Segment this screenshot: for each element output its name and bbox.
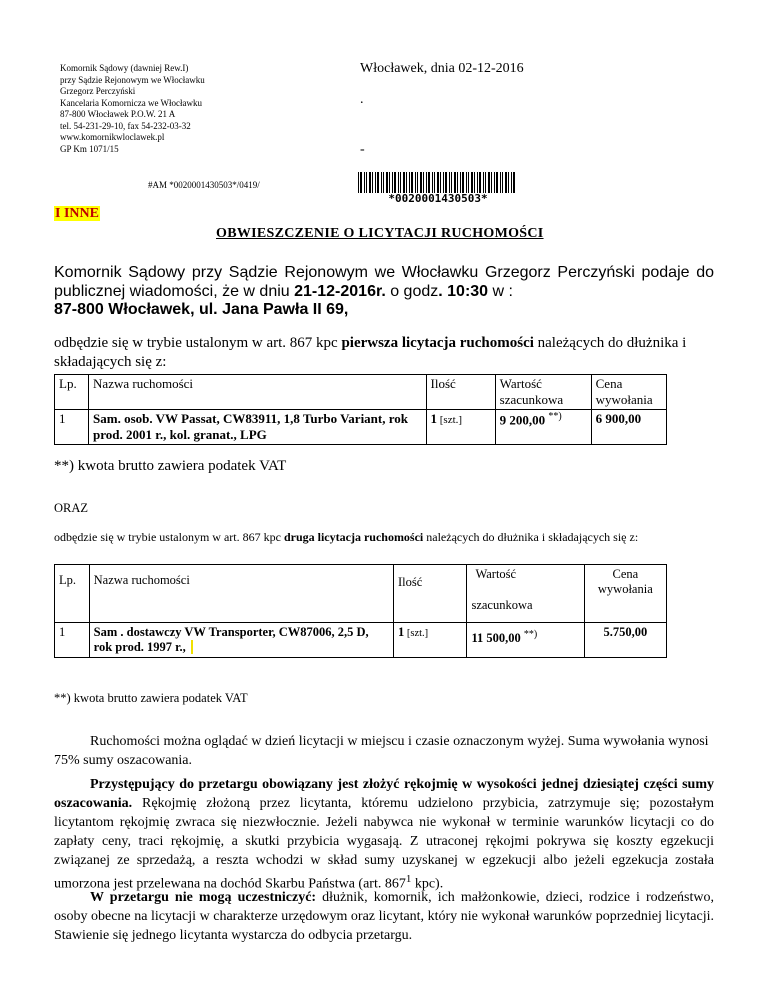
- barcode-bar: [488, 172, 490, 193]
- barcode-bar: [494, 172, 495, 193]
- category-label: I INNE: [55, 206, 99, 221]
- barcode-bar: [392, 172, 393, 193]
- barcode-bar: [479, 172, 481, 193]
- deposit-paragraph: [54, 775, 714, 894]
- barcode-bar: [511, 172, 512, 193]
- barcode-bar: [500, 172, 501, 193]
- qty-unit: [szt.]: [437, 414, 463, 426]
- col-value: [467, 565, 584, 623]
- sender-line: Kancelaria Komornicza we Włocławku: [60, 97, 203, 108]
- qty-unit: [szt.]: [404, 628, 429, 639]
- text-cursor-mark: [188, 640, 193, 654]
- col-name: Nazwa ruchomości: [89, 375, 426, 410]
- col-value: Wartość szacunkowa: [495, 375, 591, 410]
- barcode: [357, 172, 519, 209]
- sender-line: tel. 54-231-29-10, fax 54-232-03-32: [60, 120, 191, 131]
- items-table-second: [54, 564, 667, 658]
- sender-line: www.komornikwloclawek.pl: [60, 132, 165, 142]
- barcode-bar: [477, 172, 478, 193]
- col-value-label: Wartość: [475, 567, 517, 581]
- barcode-bar: [460, 172, 461, 193]
- intro-text: .: [438, 282, 443, 300]
- first-text: odbędzie się w trybie ustalonym w art. 867 kpc: [54, 335, 342, 351]
- table-row: [55, 410, 667, 445]
- cell-value: [467, 623, 584, 658]
- col-qty: [393, 565, 466, 623]
- items-table-first: [54, 374, 667, 445]
- sender-block: [60, 63, 205, 155]
- second-text: odbędzie się w trybie ustalonym w art. 867 kpc: [54, 530, 284, 544]
- oraz-label: ORAZ: [54, 501, 89, 515]
- cell-name: Sam. osob. VW Passat, CW83911, 1,8 Turbo Variant, rok prod. 2001 r., kol. granat., LPG: [89, 410, 426, 445]
- second-text: należących do dłużnika i składających się z:: [423, 530, 639, 544]
- sender-line: Komornik Sądowy (dawniej Rew.I): [60, 63, 189, 73]
- barcode-bar: [491, 172, 492, 193]
- col-name: [89, 565, 393, 623]
- item-name-line: Sam . dostawczy VW Transporter, CW87006, 2,5 D,: [93, 625, 369, 639]
- cell-price: 5.750,00: [584, 623, 666, 658]
- vat-note: **) kwota brutto zawiera podatek VAT: [54, 691, 248, 705]
- col-value-label: szacunkowa: [471, 598, 533, 612]
- table-header-row: [55, 375, 667, 410]
- article-superscript: 1: [405, 873, 412, 885]
- vat-note: **) kwota brutto zawiera podatek VAT: [54, 458, 287, 474]
- sender-line: przy Sądzie Rejonowym we Włocławku: [60, 74, 205, 85]
- barcode-bar: [417, 172, 418, 193]
- barcode-bar: [394, 172, 396, 193]
- place-date: Włocławek, dnia 02-12-2016: [360, 61, 524, 76]
- barcode-bar: [366, 172, 367, 193]
- barcode-bar: [462, 172, 464, 193]
- barcode-text: *0020001430503*: [388, 192, 488, 204]
- barcode-bar: [381, 172, 382, 193]
- barcode-bar: [372, 172, 373, 193]
- barcode-bar: [398, 172, 399, 193]
- qty-value: 1: [430, 411, 438, 426]
- barcode-bar: [437, 172, 439, 193]
- barcode-bar: [434, 172, 435, 193]
- second-auction-bold: druga licytacja ruchomości: [283, 530, 424, 544]
- col-qty-label: Ilość: [397, 575, 423, 589]
- dot-mark: .: [360, 92, 364, 107]
- cell-price: 6 900,00: [591, 410, 666, 445]
- barcode-bar: [428, 172, 430, 193]
- barcode-image: [357, 172, 519, 204]
- barcode-bar: [440, 172, 441, 193]
- barcode-bar: [383, 172, 384, 193]
- first-auction-bold: pierwsza licytacja ruchomości: [341, 335, 534, 351]
- barcode-bar: [420, 172, 422, 193]
- deposit-text: Rękojmię złożoną przez licytanta, któremu udzielono przybicia, zatrzymuje się; pozostałym licytantom rękojmię zwraca się niezwłocznie. Jeżeli nabywca nie wykonał w terminie warunków licytacji co do zapłaty ceny, traci rękojmię, a skutki przybicia wygasają. Z utraconej rękojmi pokrywa się koszty egzekucji związanej ze sprzedażą, a reszta wchodzi w skład sumy uzyskanej w egzekucji albo jeżeli egzekucja została umorzona jest przelewana na dochód Skarbu Państwa (art. 867: [54, 796, 714, 892]
- barcode-bar: [508, 172, 509, 193]
- barcode-bar: [409, 172, 410, 193]
- cell-name: [89, 623, 393, 658]
- col-lp: [55, 565, 90, 623]
- col-lp: Lp.: [55, 375, 89, 410]
- barcode-bar: [451, 172, 452, 193]
- barcode-bar: [403, 172, 405, 193]
- barcode-bar: [513, 172, 515, 193]
- barcode-bar: [466, 172, 467, 193]
- barcode-bar: [415, 172, 416, 193]
- barcode-bar: [483, 172, 484, 193]
- col-price-label: Cena: [612, 567, 639, 581]
- col-price: Cena wywołania: [591, 375, 666, 410]
- auction-time: 10:30: [442, 282, 489, 300]
- qty-value: 1: [397, 625, 405, 639]
- barcode-bar: [445, 172, 447, 193]
- value-note: **): [523, 629, 538, 640]
- intro-text: o godz: [385, 282, 439, 300]
- barcode-bar: [432, 172, 433, 193]
- first-text: należących do dłużnika i składających się z:: [54, 335, 687, 370]
- table-row: [55, 623, 667, 658]
- barcode-bar: [426, 172, 427, 193]
- table-header-row: [55, 565, 667, 623]
- barcode-bar: [369, 172, 371, 193]
- barcode-bar: [360, 172, 362, 193]
- dash-mark: -: [360, 142, 365, 157]
- item-name-line: rok prod. 1997 r.,: [93, 640, 186, 654]
- intro-text: w :: [488, 282, 513, 300]
- value-amount: 11 500,00: [471, 631, 521, 646]
- deposit-text-end: kpc).: [411, 876, 444, 892]
- barcode-bar: [471, 172, 473, 193]
- exclusion-bold: W przetargu nie mogą uczestniczyć:: [90, 890, 317, 905]
- value-note: **): [548, 411, 562, 422]
- barcode-bar: [502, 172, 503, 193]
- col-lp-label: Lp.: [59, 573, 77, 587]
- intro-paragraph: [54, 264, 714, 320]
- barcode-bar: [400, 172, 401, 193]
- sender-line: 87-800 Włocławek P.O.W. 21 A: [60, 109, 176, 119]
- viewing-paragraph: Ruchomości można oglądać w dzień licytacji w miejscu i czasie oznaczonym wyżej. Suma wywołania wynosi 75% sumy oszacowania.: [54, 734, 709, 768]
- sender-line: Grzegorz Perczyński: [60, 86, 136, 96]
- barcode-bar: [474, 172, 475, 193]
- col-price: [584, 565, 666, 623]
- page-title: OBWIESZCZENIE O LICYTACJI RUCHOMOŚCI: [216, 226, 544, 241]
- barcode-bar: [468, 172, 469, 193]
- col-name-label: Nazwa ruchomości: [93, 573, 190, 587]
- exclusion-text: dłużnik, komornik, ich małżonkowie, dzieci, rodzice i rodzeństwo, osoby obecne na licytacji w charakterze urzędowym oraz licytant, który nie wykonał warunków poprzedniej licytacji. Stawienie się jednego licytanta wystarcza do odbycia przetargu.: [54, 890, 714, 943]
- barcode-bar: [406, 172, 407, 193]
- col-price-label: wywołania: [597, 582, 653, 596]
- barcode-bar: [358, 172, 359, 193]
- barcode-bar: [423, 172, 424, 193]
- barcode-bar: [375, 172, 376, 193]
- cell-qty: [393, 623, 466, 658]
- intro-text: Komornik Sądowy przy Sądzie Rejonowym we Włocławku Grzegorz Perczyński podaje do publicznej wiadomości, że w dniu: [54, 264, 714, 300]
- reference-code: #AM *0020001430503*/0419/: [148, 180, 260, 190]
- barcode-bar: [505, 172, 507, 193]
- barcode-bar: [377, 172, 379, 193]
- barcode-bar: [454, 172, 456, 193]
- second-auction-text: [54, 530, 724, 545]
- cell-value: [495, 410, 591, 445]
- barcode-bar: [485, 172, 486, 193]
- cell-qty: [426, 410, 495, 445]
- barcode-bar: [496, 172, 498, 193]
- barcode-bar: [457, 172, 458, 193]
- col-qty: Ilość: [426, 375, 495, 410]
- barcode-bar: [389, 172, 390, 193]
- auction-address: 87-800 Włocławek, ul. Jana Pawła II 69,: [54, 301, 349, 318]
- barcode-bar: [443, 172, 444, 193]
- sender-line: GP Km 1071/15: [60, 143, 119, 154]
- barcode-bar: [411, 172, 413, 193]
- cell-lp: 1: [55, 623, 90, 658]
- barcode-bar: [364, 172, 365, 193]
- deposit-bold: Przystępujący do przetargu obowiązany jest złożyć rękojmię w wysokości jednej dziesiątej części sumy oszacowania.: [54, 777, 714, 811]
- first-auction-text: [54, 334, 714, 371]
- barcode-bar: [386, 172, 388, 193]
- auction-date: 21-12-2016r.: [294, 282, 386, 300]
- exclusion-paragraph: [54, 888, 714, 945]
- barcode-bar: [449, 172, 450, 193]
- cell-lp: 1: [55, 410, 89, 445]
- value-amount: 9 200,00: [499, 412, 546, 428]
